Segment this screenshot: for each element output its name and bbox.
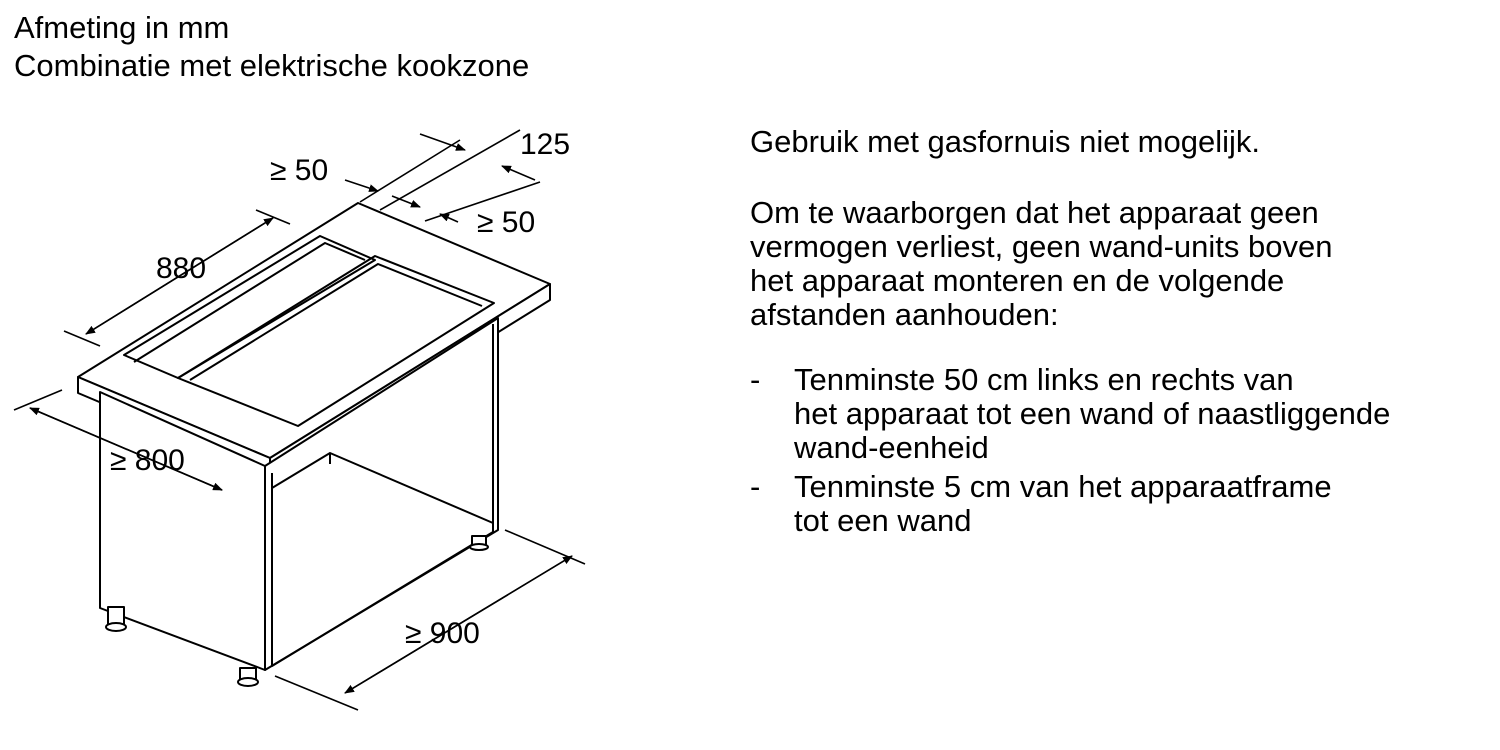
header-title: Afmeting in mm xyxy=(14,10,230,45)
dim-50-right: ≥ 50 xyxy=(477,206,536,239)
note-intro-line: Om te waarborgen dat het apparaat geen xyxy=(750,195,1319,230)
bullet-line: tot een wand xyxy=(794,503,972,538)
bullet-marker: - xyxy=(750,469,761,504)
note-gas: Gebruik met gasfornuis niet mogelijk. xyxy=(750,124,1261,159)
note-intro-line: vermogen verliest, geen wand-units boven xyxy=(750,229,1333,264)
bullet-line: het apparaat tot een wand of naastliggende xyxy=(794,396,1391,431)
installation-drawing xyxy=(0,0,740,750)
dim-880: 880 xyxy=(156,252,207,285)
bullet-line: wand-eenheid xyxy=(794,430,989,465)
bullet-marker: - xyxy=(750,362,761,397)
note-intro-line: afstanden aanhouden: xyxy=(750,297,1059,332)
header-subtitle: Combinatie met elektrische kookzone xyxy=(14,48,530,83)
dim-125: 125 xyxy=(520,128,571,161)
note-intro xyxy=(750,196,1332,332)
note-intro-line: het apparaat monteren en de volgende xyxy=(750,263,1285,298)
dim-800: ≥ 800 xyxy=(110,444,185,477)
bullet-line: Tenminste 50 cm links en rechts van xyxy=(794,362,1294,397)
dim-50-top: ≥ 50 xyxy=(270,154,329,187)
dim-900: ≥ 900 xyxy=(405,617,480,650)
bullet-line: Tenminste 5 cm van het apparaatframe xyxy=(794,469,1332,504)
